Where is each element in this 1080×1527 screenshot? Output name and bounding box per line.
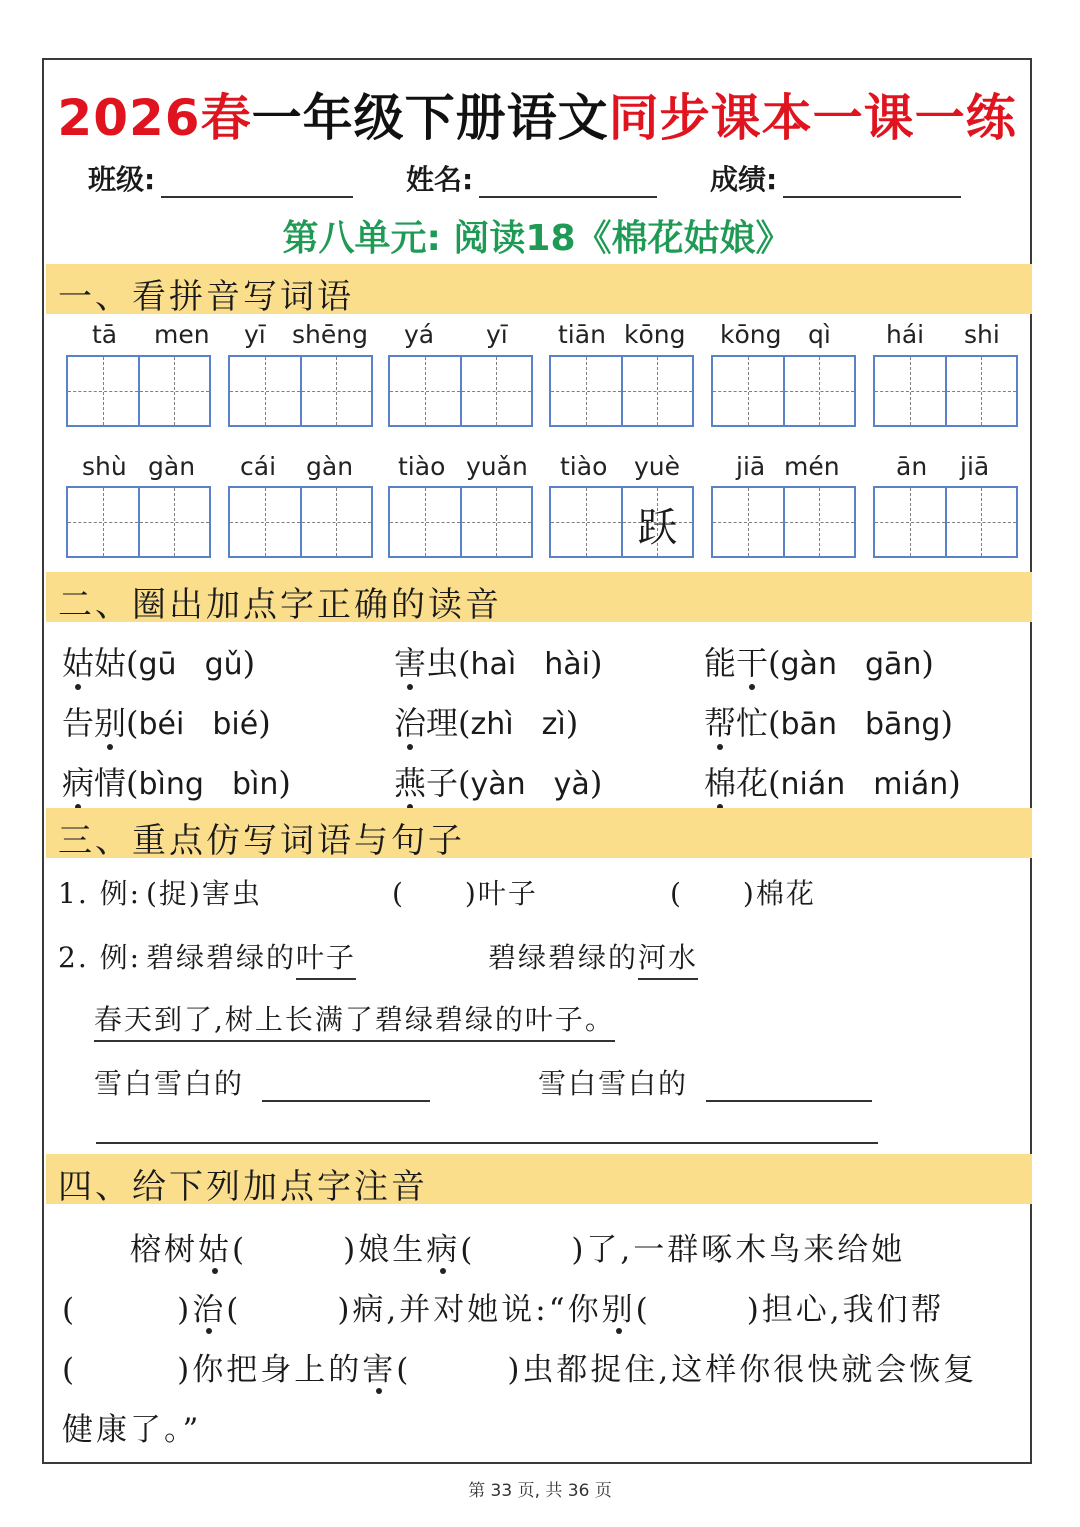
writing-grid[interactable] [873, 355, 1018, 427]
option[interactable]: bìng [138, 767, 204, 802]
pinyin: shù [82, 452, 127, 481]
option[interactable]: gǔ [204, 647, 243, 682]
passage-line: 健康了。” [62, 1412, 202, 1448]
dotted-char: 姑 [198, 1224, 232, 1269]
reading-choice[interactable]: 帮忙(bān bāng) [704, 698, 953, 744]
char: 能 [704, 644, 737, 682]
q2-prefix: 2. 例: [58, 941, 142, 974]
pinyin: tiào [398, 452, 446, 481]
pinyin: cái [240, 452, 277, 481]
dotted-char: 治 [394, 698, 426, 744]
passage-line [130, 1224, 905, 1269]
pinyin: jiā [960, 452, 990, 481]
writing-grid[interactable] [711, 355, 856, 427]
dotted-char: 棉 [704, 758, 736, 804]
option[interactable]: gān [864, 647, 922, 682]
pinyin: tā [92, 320, 118, 349]
q2-example [146, 936, 356, 976]
passage-line [62, 1284, 945, 1329]
section1-band [46, 264, 1032, 317]
reading-choice[interactable]: 棉花(nián mián) [704, 758, 961, 804]
char: 花 [736, 764, 769, 802]
name-input-line[interactable] [479, 168, 657, 198]
writing-grid[interactable] [66, 486, 211, 558]
option[interactable]: gàn [780, 647, 837, 682]
pinyin: tiān [558, 320, 606, 349]
dotted-char: 别 [602, 1284, 636, 1329]
q1-prefix: 1. 例: [58, 877, 142, 910]
option[interactable]: gū [138, 647, 177, 682]
pinyin: gàn [148, 452, 196, 481]
text: )虫都捉住,这样你很快就会恢复 [507, 1352, 978, 1388]
pinyin: yuǎn [466, 452, 528, 481]
underlined-word: 叶子 [296, 941, 356, 980]
phrase: 碧绿碧绿的 [488, 941, 639, 974]
reading-choice[interactable]: 治理(zhì zì) [394, 698, 578, 744]
option[interactable]: mián [873, 767, 949, 802]
pinyin: shi [964, 320, 1000, 349]
section2-band [46, 572, 1032, 625]
section2-heading: 二、圈出加点字正确的读音 [58, 585, 502, 625]
pinyin: kōng [624, 320, 686, 349]
writing-grid[interactable] [66, 355, 211, 427]
char: 忙 [736, 704, 769, 742]
char: 子 [426, 764, 459, 802]
grid-char-filled: 跃 [637, 505, 678, 551]
pinyin: yī [486, 320, 508, 349]
option[interactable]: bān [780, 707, 837, 742]
pinyin: tiào [560, 452, 608, 481]
pinyin: gàn [306, 452, 354, 481]
char: 理 [426, 704, 459, 742]
writing-grid[interactable] [873, 486, 1018, 558]
paren: ( [635, 1292, 651, 1328]
pinyin: yuè [634, 452, 681, 481]
score-label: 成绩: [710, 163, 778, 196]
example-sentence [94, 998, 615, 1038]
writing-grid[interactable] [388, 355, 533, 427]
writing-grid[interactable] [711, 486, 856, 558]
text: )娘生 [343, 1232, 427, 1268]
pinyin: yá [404, 320, 435, 349]
sentence-line[interactable] [96, 1140, 878, 1144]
q1-item[interactable]: ( )棉花 [670, 877, 816, 910]
dotted-char: 治 [192, 1284, 226, 1329]
dotted-char: 病 [62, 758, 94, 804]
pinyin: ān [896, 452, 928, 481]
name-field [406, 158, 657, 198]
option[interactable]: bìn [231, 767, 279, 802]
writing-grid[interactable] [228, 355, 373, 427]
unit-title: 第八单元: 阅读18《棉花姑娘》 [282, 218, 792, 259]
pinyin: hái [886, 320, 925, 349]
text: 榕树 [130, 1232, 198, 1268]
score-field [710, 158, 961, 198]
section3-heading: 三、重点仿写词语与句子 [58, 821, 465, 861]
fill-prompt: 雪白雪白的 [94, 1067, 245, 1100]
option[interactable]: yàn [470, 767, 526, 802]
underlined-word: 河水 [638, 941, 698, 980]
sentence: 春天到了,树上长满了碧绿碧绿的叶子。 [94, 1003, 615, 1042]
title-series: 同步课本一课一练 [608, 89, 1017, 147]
score-input-line[interactable] [783, 168, 961, 198]
pinyin: yī [244, 320, 266, 349]
text: )你把身上的 [177, 1352, 363, 1388]
section3-band [46, 808, 1032, 861]
pinyin: kōng [720, 320, 782, 349]
option[interactable]: zì [541, 707, 566, 742]
fill-prompt: 雪白雪白的 [538, 1067, 689, 1100]
dotted-char: 燕 [394, 758, 426, 804]
writing-grid[interactable] [388, 486, 533, 558]
reading-choice[interactable]: 燕子(yàn yà) [394, 758, 602, 804]
pinyin: qì [808, 320, 831, 349]
option[interactable]: bāng [864, 707, 941, 742]
passage-line [62, 1344, 977, 1389]
phrase: 碧绿碧绿的 [146, 941, 297, 974]
dotted-char: 姑 [62, 638, 94, 684]
reading-choice[interactable]: 害虫(haì hài) [394, 638, 602, 684]
char: 虫 [426, 644, 459, 682]
fill-line[interactable] [262, 1098, 430, 1102]
text: )担心,我们帮 [746, 1292, 945, 1328]
writing-grid[interactable] [549, 486, 694, 558]
option[interactable]: nián [780, 767, 846, 802]
page-footer: 第 33 页, 共 36 页 [468, 1481, 612, 1501]
reading-choice[interactable]: 告别(béi bié) [62, 698, 271, 744]
option[interactable]: béi [138, 707, 185, 742]
worksheet [42, 58, 1032, 1464]
section4-heading: 四、给下列加点字注音 [58, 1167, 428, 1207]
char: 情 [94, 764, 127, 802]
reading-choice[interactable]: 姑姑(gū gǔ) [62, 638, 255, 684]
class-label: 班级: [88, 163, 156, 196]
dotted-char: 病 [426, 1224, 460, 1269]
text: )了,一群啄木鸟来给她 [571, 1232, 906, 1268]
title-year: 2026春 [57, 89, 252, 147]
paren: ) [177, 1292, 193, 1328]
fill-line[interactable] [706, 1098, 872, 1102]
name-label: 姓名: [406, 163, 474, 196]
pinyin: mén [784, 452, 840, 481]
page-title [44, 78, 1030, 150]
q2-example [488, 936, 698, 976]
writing-grid[interactable] [228, 486, 373, 558]
pinyin: men [154, 320, 210, 349]
paren: ( [62, 1292, 78, 1328]
paren: ( [232, 1232, 248, 1268]
char: 告 [62, 704, 95, 742]
paren: ( [62, 1352, 78, 1388]
pinyin: shēng [292, 320, 368, 349]
q1-example: (捉)害虫 [146, 877, 262, 910]
title-grade: 一年级下册语文 [251, 89, 609, 147]
dotted-char: 干 [736, 638, 768, 684]
dotted-char: 别 [94, 698, 126, 744]
section4-band [46, 1154, 1032, 1207]
dotted-char: 害 [362, 1344, 396, 1389]
char: 姑 [94, 644, 127, 682]
dotted-char: 害 [394, 638, 426, 684]
paren: ( [226, 1292, 242, 1328]
paren: ( [396, 1352, 412, 1388]
option[interactable]: yà [553, 767, 590, 802]
writing-grid[interactable] [549, 355, 694, 427]
class-input-line[interactable] [161, 168, 353, 198]
option[interactable]: hài [544, 647, 590, 682]
reading-choice[interactable]: 病情(bìng bìn) [62, 758, 291, 804]
pinyin: jiā [736, 452, 766, 481]
paren: ( [460, 1232, 476, 1268]
reading-choice[interactable]: 能干(gàn gān) [704, 638, 934, 684]
option[interactable]: zhì [470, 707, 514, 742]
option[interactable]: haì [470, 647, 517, 682]
class-field [88, 158, 353, 198]
section1-heading: 一、看拼音写词语 [58, 277, 354, 317]
q1-item[interactable]: ( )叶子 [392, 877, 538, 910]
dotted-char: 帮 [704, 698, 736, 744]
option[interactable]: bié [212, 707, 259, 742]
text: )病,并对她说:“你 [337, 1292, 602, 1328]
